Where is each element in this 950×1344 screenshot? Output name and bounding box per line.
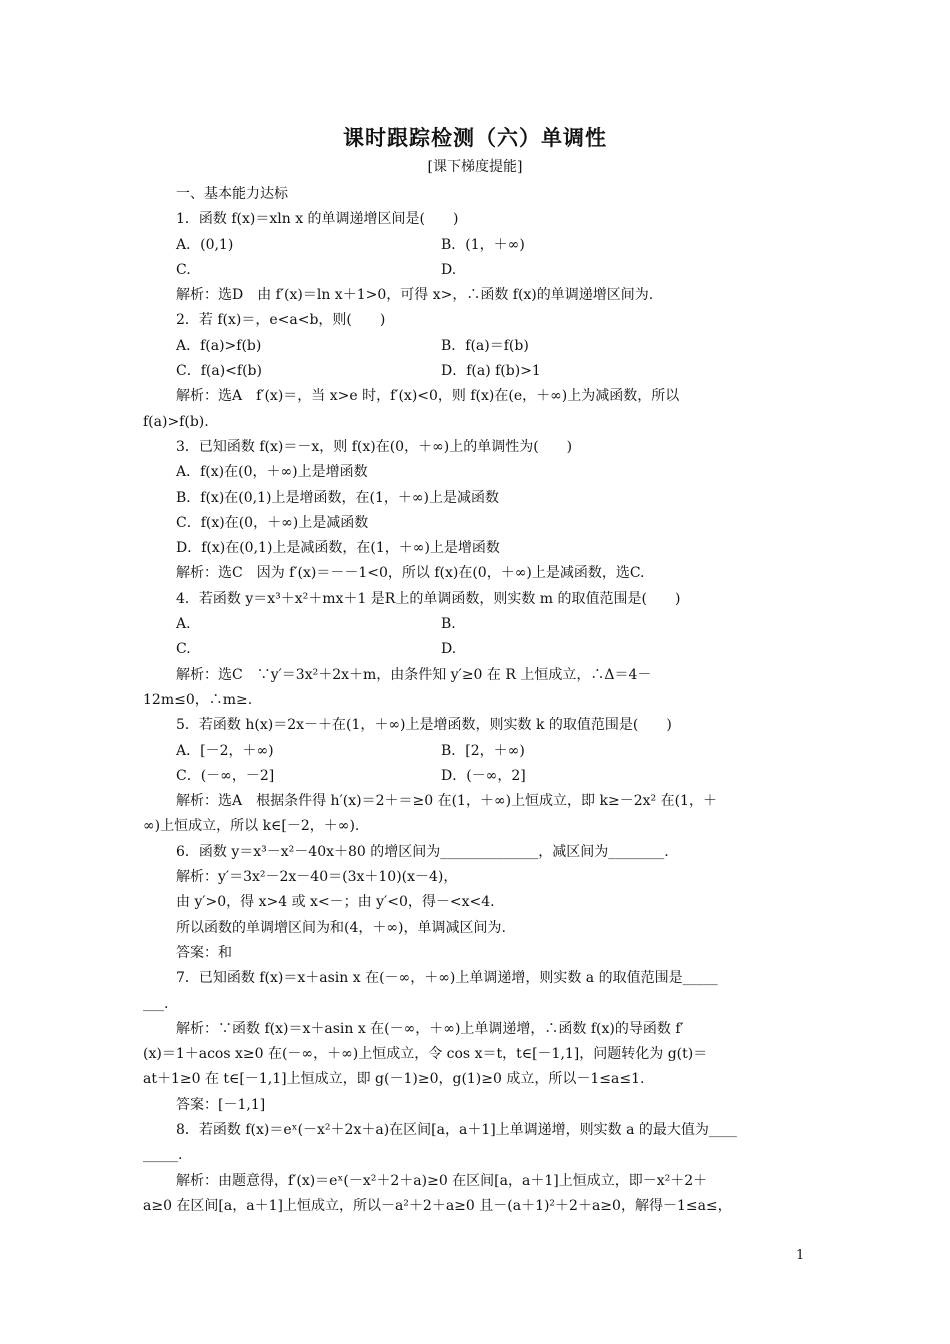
question-7-analysis-2: (x)＝1＋acos x≥0 在(－∞，＋∞)上恒成立，令 cos x＝t，t∈[－1,1]，问题转化为 g(t)＝ (143, 1046, 708, 1063)
question-6-analysis: 解析：y′＝3x²－2x－40＝(3x＋10)(x－4)， (176, 869, 458, 886)
page-title: 课时跟踪检测（六）单调性 (343, 126, 607, 150)
question-1-stem: 1．函数 f(x)＝xln x 的单调递增区间是( ) (176, 211, 459, 228)
question-2-options-row1 (143, 334, 808, 359)
option-b: B．f(x)在(0,1)上是增函数，在(1，＋∞)上是减函数 (176, 489, 499, 506)
option-a: A. (176, 616, 191, 633)
option-c: C．(－∞，－2] (176, 767, 275, 784)
question-4-options-row2 (143, 637, 808, 662)
option-c: C．f(a)<f(b) (176, 363, 262, 380)
question-2-stem: 2．若 f(x)＝，e<a<b，则( ) (176, 312, 386, 329)
option-c: C. (176, 641, 191, 658)
option-b: B. (441, 616, 456, 633)
document-body (143, 182, 808, 1219)
question-7-answer: 答案：[－1,1] (176, 1096, 266, 1113)
option-a: A．(0,1) (176, 236, 234, 253)
question-7-analysis-3: at＋1≥0 在 t∈[－1,1]上恒成立，即 g(－1)≥0，g(1)≥0 成立，所以－1≤a≤1. (143, 1071, 645, 1088)
option-d: D. (441, 641, 457, 658)
section-heading: 一、基本能力达标 (176, 186, 288, 202)
option-c: C. (176, 261, 191, 278)
option-d: D．(－∞，2] (441, 767, 526, 784)
question-1-options-row2 (143, 258, 808, 283)
option-d: D．f(x)在(0,1)上是减函数，在(1，＋∞)上是增函数 (176, 540, 500, 557)
option-a: A．f(x)在(0，＋∞)上是增函数 (176, 464, 368, 481)
question-5-options-row1 (143, 739, 808, 764)
option-a: A．[－2，＋∞) (176, 742, 274, 759)
question-8-analysis-2: a≥0 在区间[a，a＋1]上恒成立，所以－a²＋2＋a≥0 且－(a＋1)²＋2＋a≥0，解得－1≤a≤， (143, 1197, 732, 1214)
question-1-analysis: 解析：选D 由 f′(x)＝ln x＋1>0，可得 x>，∴函数 f(x)的单调递增区间为. (176, 287, 654, 304)
question-2-options-row2 (143, 359, 808, 384)
question-4-options-row1 (143, 612, 808, 637)
question-7-stem: 7．已知函数 f(x)＝x＋asin x 在(－∞，＋∞)上单调递增，则实数 a 的取值范围是_____ (176, 970, 718, 987)
question-6-stem: 6．函数 y＝x³－x²－40x＋80 的增区间为______________，减区间为________. (176, 843, 669, 860)
question-5-stem: 5．若函数 h(x)＝2x－＋在(1，＋∞)上是增函数，则实数 k 的取值范围是( ) (176, 717, 672, 734)
question-5-options-row2 (143, 764, 808, 789)
option-d: D．f(a) f(b)>1 (441, 363, 541, 380)
question-7-stem-cont: ___. (143, 995, 169, 1012)
question-8-stem: 8．若函数 f(x)＝eˣ(－x²＋2x＋a)在区间[a，a＋1]上单调递增，则实数 a 的最大值为____ (176, 1121, 737, 1138)
question-2-analysis: 解析：选A f′(x)＝，当 x>e 时，f′(x)<0，则 f(x)在(e，＋∞)上为减函数，所以 (176, 388, 680, 405)
question-3-stem: 3．已知函数 f(x)＝－x，则 f(x)在(0，＋∞)上的单调性为( ) (176, 438, 573, 455)
question-7-analysis: 解析：∵函数 f(x)＝x＋asin x 在(－∞，＋∞)上单调递增，∴函数 f(x)的导函数 f′ (176, 1020, 684, 1037)
option-d: D. (441, 261, 457, 278)
question-6-analysis-2: 由 y′>0，得 x>4 或 x<－；由 y′<0，得－<x<4. (176, 894, 495, 911)
page-subtitle: [课下梯度提能] (427, 159, 523, 175)
option-b: B．[2，＋∞) (441, 742, 525, 759)
option-b: B．f(a)＝f(b) (441, 337, 529, 354)
question-5-analysis-cont: ∞)上恒成立，所以 k∈[－2，＋∞). (143, 818, 360, 835)
option-a: A．f(a)>f(b) (176, 337, 262, 354)
question-1-options-row1 (143, 233, 808, 258)
question-3-analysis: 解析：选C 因为 f′(x)＝－－1<0，所以 f(x)在(0，＋∞)上是减函数，选C. (176, 565, 645, 582)
question-4-analysis-cont: 12m≤0，∴m≥. (143, 691, 253, 708)
question-4-analysis: 解析：选C ∵y′＝3x²＋2x＋m，由条件知 y′≥0 在 R 上恒成立，∴Δ＝4－ (176, 666, 652, 683)
question-4-stem: 4．若函数 y＝x³＋x²＋mx＋1 是R上的单调函数，则实数 m 的取值范围是( ) (176, 590, 681, 607)
question-2-analysis-cont: f(a)>f(b). (143, 413, 209, 430)
question-6-answer: 答案：和 (176, 944, 232, 961)
option-c: C．f(x)在(0，＋∞)上是减函数 (176, 514, 369, 531)
question-6-analysis-3: 所以函数的单调增区间为和(4，＋∞)，单调减区间为. (176, 919, 506, 936)
question-8-analysis: 解析：由题意得，f′(x)＝eˣ(－x²＋2＋a)≥0 在区间[a，a＋1]上恒成立，即－x²＋2＋ (176, 1172, 708, 1189)
page-number: 1 (796, 1248, 805, 1263)
question-8-stem-cont: _____. (143, 1147, 183, 1164)
question-5-analysis: 解析：选A 根据条件得 h′(x)＝2＋＝≥0 在(1，＋∞)上恒成立，即 k≥－2x² 在(1，＋ (176, 793, 717, 810)
option-b: B．(1，＋∞) (441, 236, 525, 253)
